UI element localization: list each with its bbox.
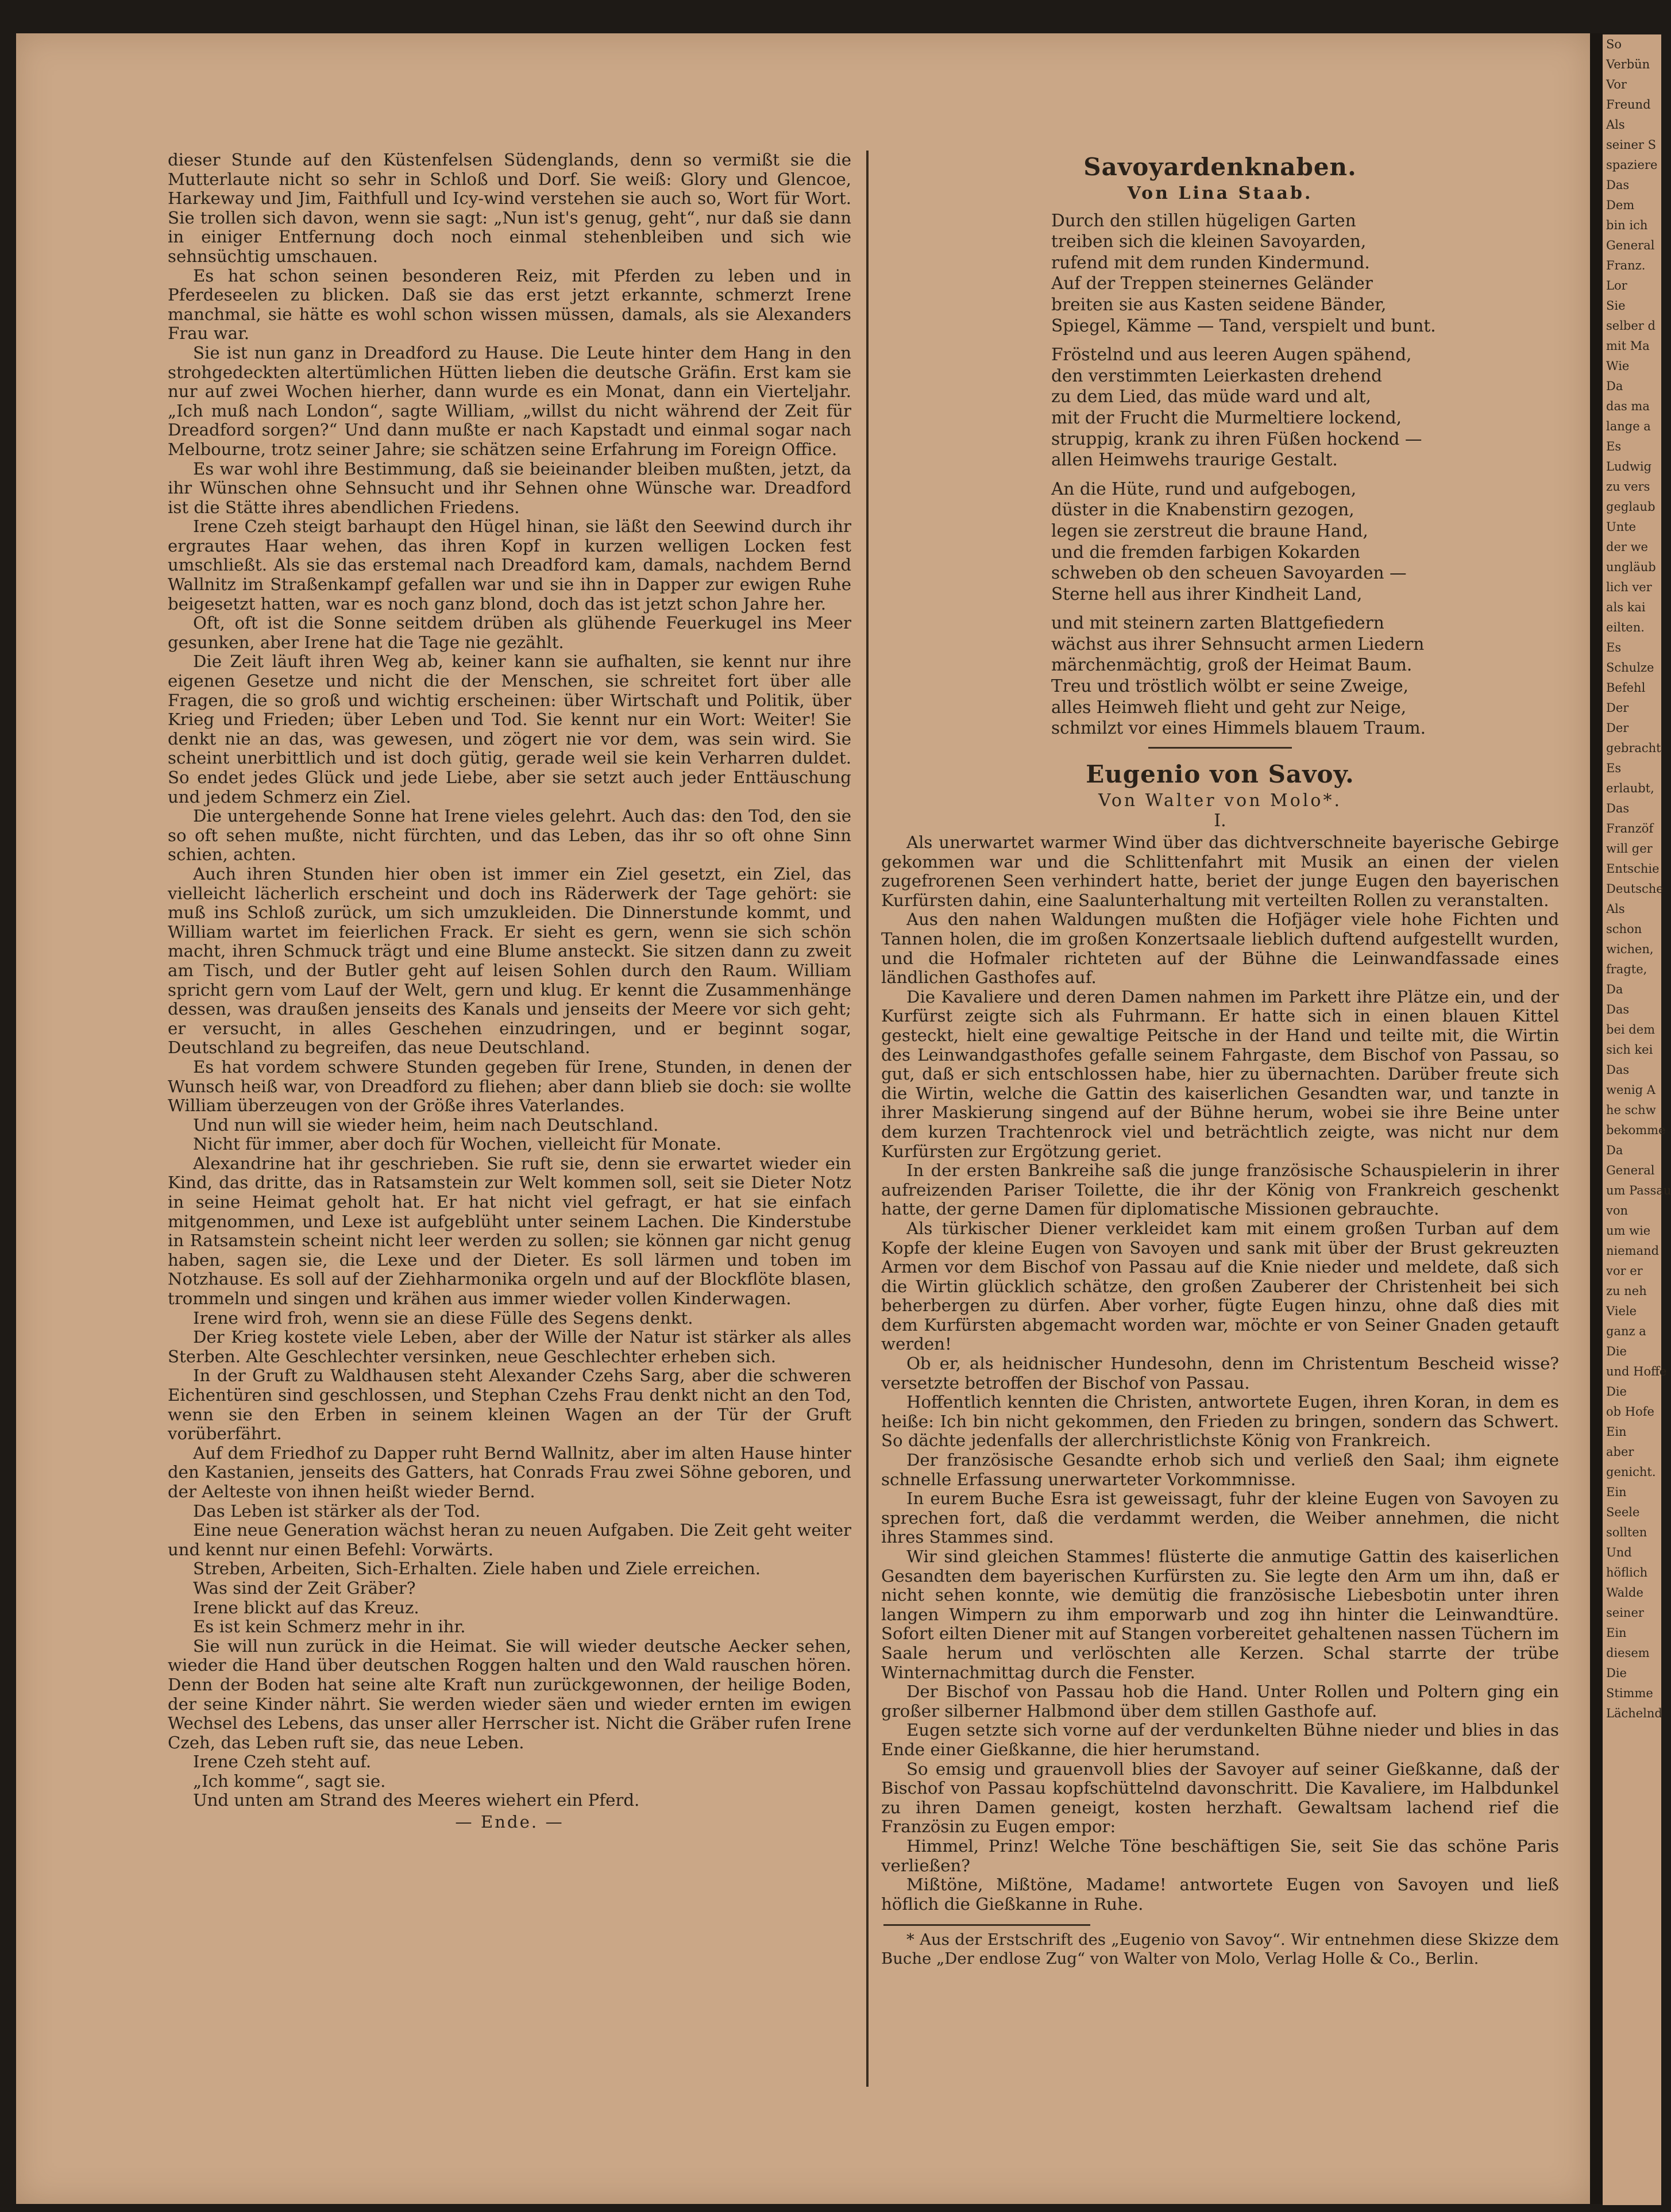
next-page-fragment: Die [1606, 1344, 1627, 1358]
next-page-fragment: zu neh [1606, 1284, 1647, 1298]
paragraph: Sie will nun zurück in die Heimat. Sie will wieder deutsche Aecker sehen, wieder die Hand über deutschen Roggen halten und den Wald rauschen hören. Denn der Boden hat seine alte Kraft nun zurückgewonnen, der heilige Boden, der seine Kinder nährt. Sie werden wieder säen und wieder ernten im ewigen Wechsel des Lebens, das unser aller Herrscher ist. Nicht die Gräber rufen Irene Czeh, das Leben ruft sie, das neue Leben. [168, 1636, 851, 1752]
paragraph: Es hat vordem schwere Stunden gegeben für Irene, Stunden, in denen der Wunsch heiß war, von Dreadford zu fliehen; aber dann blieb sie doch: sie wollte William überzeugen von der Größe ihres Vaterlandes. [168, 1057, 851, 1116]
next-page-fragment: genicht. [1606, 1465, 1656, 1479]
paragraph: Nicht für immer, aber doch für Wochen, vielleicht für Monate. [193, 1134, 721, 1154]
poem-line: Treu und tröstlich wölbt er seine Zweige, [1051, 676, 1409, 696]
next-page-fragment: So [1606, 37, 1622, 51]
poem-line: rufend mit dem runden Kindermund. [1051, 252, 1370, 272]
next-page-fragment: Das [1606, 801, 1630, 815]
next-page-fragment: General [1606, 1163, 1655, 1177]
section-separator [1148, 747, 1292, 749]
poem-line: und die fremden farbigen Kokarden [1051, 542, 1360, 562]
paragraph: Auch ihren Stunden hier oben ist immer ein Ziel gesetzt, ein Ziel, das vielleicht lächerlich erscheint und doch ins Räderwerk der Tage gehört: sie muß ins Schloß zurück, um sich umzukleiden. Die Dinnerstunde kommt, und William wartet im feierlichen Frack. Er sieht es gern, wenn sie sich schön macht, ihren Schmuck trägt und eine Blume ansteckt. Sie sitzen dann zu zweit am Tisch, und der Butler geht auf leisen Sohlen durch den Raum. William spricht gern vom Lauf der Welt, gern und klug. Er kennt die Zusammenhänge dessen, was draußen jenseits des Kanals und jenseits der Meere vor sich geht; er versucht, in alles Geschehen einzudringen, und er beginnt sogar, Deutschland zu begreifen, das neue Deutschland. [168, 864, 851, 1058]
paragraph: Eine neue Generation wächst heran zu neuen Aufgaben. Die Zeit geht weiter und kennt nur einen Befehl: Vorwärts. [168, 1520, 851, 1559]
poem-line: mit der Frucht die Murmeltiere lockend, [1051, 407, 1402, 427]
poem-line: Sterne hell aus ihrer Kindheit Land, [1051, 584, 1363, 604]
next-page-fragment: lich ver [1606, 580, 1652, 594]
next-page-fragment: der we [1606, 540, 1648, 554]
paragraph: Oft, oft ist die Sonne seitdem drüben als glühende Feuerkugel ins Meer gesunken, aber Irene hat die Tage nie gezählt. [168, 613, 851, 652]
next-page-fragment: niemand [1606, 1244, 1660, 1258]
next-page-fragment: das ma [1606, 399, 1650, 413]
next-page-fragment: Lächelnd [1606, 1706, 1662, 1720]
paragraph: Es war wohl ihre Bestimmung, daß sie beieinander bleiben mußten, jetzt, da ihr Wünschen ohne Sehnsucht und ihr Sehnen ohne Wünsche war. Dreadford ist die Stätte ihres abendlichen Friedens. [168, 458, 851, 517]
next-page-fragment: Das [1606, 1003, 1630, 1016]
next-page-fragment: bei dem [1606, 1023, 1655, 1036]
next-page-fragment: Da [1606, 1143, 1623, 1157]
next-page-fragment: Es [1606, 761, 1622, 775]
poem-line: schmilzt vor eines Himmels blauem Traum. [1051, 718, 1426, 738]
next-page-fragment: wenig A [1606, 1083, 1655, 1097]
paragraph: Und nun will sie wieder heim, heim nach Deutschland. [193, 1115, 659, 1135]
paragraph: In der ersten Bankreihe saß die junge französische Schauspielerin in ihrer aufreizenden Pariser Toilette, die ihr der König von Frankreich geschenkt hatte, der gerne Damen für diplomatische Missionen gebrauchte. [881, 1161, 1559, 1219]
next-page-fragment: Das [1606, 178, 1630, 192]
next-page-fragment: Und [1606, 1546, 1632, 1559]
paragraph: Der Krieg kostete viele Leben, aber der Wille der Natur ist stärker als alles Sterben. Alte Geschlechter versinken, neue Geschlechter erheben sich. [168, 1327, 851, 1366]
next-page-fragment: Die [1606, 1385, 1627, 1398]
paragraph: Es ist kein Schmerz mehr in ihr. [193, 1617, 466, 1637]
next-page-fragment: Viele [1606, 1304, 1637, 1318]
next-page-fragment: Befehl [1606, 681, 1646, 695]
paragraph: Mißtöne, Mißtöne, Madame! antwortete Eugen von Savoyen und ließ höflich die Gießkanne in Ruhe. [881, 1875, 1559, 1914]
next-page-fragment: spaziere [1606, 158, 1658, 172]
next-page-fragment: Es [1606, 641, 1622, 654]
paragraph: Hoffentlich kennten die Christen, antwortete Eugen, ihren Koran, in dem es heiße: Ich bin nicht gekommen, den Frieden zu bringen, sondern das Schwert. So dächte jedenfalls der allerchristlichste König von Frankreich. [881, 1392, 1559, 1451]
paragraph: In der Gruft zu Waldhausen steht Alexander Czehs Sarg, aber die schweren Eichentüren sind geschlossen, und Stephan Czehs Frau denkt nicht an den Tod, wenn sie den Erben in seinem kleinen Wagen an der Tür der Gruft vorüberfährt. [168, 1366, 851, 1444]
poem-title: Savoyardenknaben. [1083, 153, 1357, 181]
poem-line: schweben ob den scheuen Savoyarden — [1051, 563, 1407, 583]
next-page-fragment: bekomme [1606, 1123, 1666, 1137]
footnote-rule [883, 1924, 1090, 1926]
next-page-fragment: Seele [1606, 1505, 1640, 1519]
paragraph: Und unten am Strand des Meeres wiehert ein Pferd. [193, 1790, 640, 1810]
poem-line: allen Heimwehs traurige Gestalt. [1051, 450, 1338, 470]
next-page-fragment: Unte [1606, 520, 1637, 534]
poem-line: den verstimmten Leierkasten drehend [1051, 365, 1382, 386]
next-page-fragment: Als [1606, 118, 1625, 132]
next-page-fragment: Der [1606, 721, 1629, 735]
poem-line: alles Heimweh flieht und geht zur Neige, [1051, 697, 1407, 717]
paragraph: Aus den nahen Waldungen mußten die Hofjäger viele hohe Fichten und Tannen holen, die im großen Konzertsaale lieblich duftend aufgestellt wurden, und die Hofmaler richteten auf der Bühne die Leinwandfassade eines ländlichen Gasthofes auf. [881, 910, 1559, 988]
next-page-fragment: Die [1606, 1666, 1627, 1680]
next-page-fragment: als kai [1606, 600, 1646, 614]
story-conclusion-column [168, 151, 851, 1832]
next-page-fragment: und Hoffe [1606, 1365, 1667, 1378]
next-page-fragment: Ein [1606, 1425, 1627, 1439]
next-page-fragment: um Passau [1606, 1184, 1671, 1197]
next-page-fragment: Franzöf [1606, 822, 1654, 835]
next-page-fragment: Da [1606, 379, 1623, 393]
paragraph: Irene blickt auf das Kreuz. [193, 1597, 419, 1617]
next-page-fragment: Lor [1606, 279, 1627, 292]
next-page-fragment: ob Hofe [1606, 1405, 1654, 1419]
story-end-marker: — Ende. — [455, 1812, 564, 1832]
poem-line: zu dem Lied, das müde ward und alt, [1051, 387, 1371, 407]
poem-byline: Von Lina Staab. [1127, 183, 1313, 203]
next-page-fragment: Deutsche [1606, 882, 1664, 896]
paragraph: Streben, Arbeiten, Sich-Erhalten. Ziele haben und Ziele erreichen. [193, 1559, 761, 1579]
story-byline: Von Walter von Molo*. [1098, 790, 1342, 811]
footnote: * Aus der Erstschrift des „Eugenio von Savoy“. Wir entnehmen diese Skizze dem Buche „Der endlose Zug“ von Walter von Molo, Verlag Holle & Co., Berlin. [881, 1930, 1559, 1968]
paragraph: Eugen setzte sich vorne auf der verdunkelten Bühne nieder und blies in das Ende einer Gießkanne, die hier herumstand. [881, 1720, 1559, 1759]
next-page-fragment: mit Ma [1606, 339, 1650, 353]
next-page-fragment: lange a [1606, 419, 1651, 433]
next-page-fragment: Ein [1606, 1626, 1627, 1640]
next-page-fragment: diesem [1606, 1646, 1650, 1660]
next-page-fragment: fragte, [1606, 962, 1647, 976]
next-page-fragment: schon [1606, 922, 1642, 936]
poem-line: legen sie zerstreut die braune Hand, [1051, 521, 1368, 541]
next-page-fragment: Ein [1606, 1485, 1627, 1499]
next-page-fragment: Da [1606, 982, 1623, 996]
next-page-fragment: will ger [1606, 842, 1653, 855]
poem-line: Spiegel, Kämme — Tand, verspielt und bunt. [1051, 315, 1436, 336]
next-page-fragment: Dem [1606, 198, 1635, 212]
poem-line: märchenmächtig, groß der Heimat Baum. [1051, 655, 1413, 675]
next-page-fragment: Walde [1606, 1586, 1643, 1600]
paragraph: Das Leben ist stärker als der Tod. [193, 1501, 481, 1521]
poem-stanza [1051, 479, 1559, 605]
paragraph: In eurem Buche Esra ist geweissagt, fuhr der kleine Eugen von Savoyen zu sprechen fort, daß die verdammt werden, die Weiber annehmen, die nicht ihres Stammes sind. [881, 1489, 1559, 1547]
story-title: Eugenio von Savoy. [1086, 760, 1354, 788]
paragraph: Die Kavaliere und deren Damen nahmen im Parkett ihre Plätze ein, und der Kurfürst zeigte sich als Fuhrmann. Er hatte sich in einen blauen Kittel gesteckt, hielt eine gewaltige Peitsche in der Hand und teilte mit, die Wirtin des Leinwandgasthofes gefalle seinem Fahrgaste, dem Bischof von Passau, so gut, daß er sich entschlossen habe, hier zu übernachten. Darüber freute sich die Wirtin, welche die Gattin des kaiserlichen Gesandten war, und tanzte in ihrer Maskierung singend auf der Bühne herum, wobei sie ihre Beine unter dem kurzen Trachtenrock viel und beträchtlich zeigte, was nicht nur dem Kurfürsten zur Ergötzung geriet. [881, 986, 1559, 1161]
next-page-fragment: Entschie [1606, 862, 1660, 876]
next-page-fragment: Schulze [1606, 661, 1654, 675]
next-page-fragment: aber [1606, 1445, 1634, 1459]
paragraph: dieser Stunde auf den Küstenfelsen Südenglands, denn so vermißt sie die Mutterlaute nicht so sehr in Schloß und Dorf. Sie weiß: Glory und Glencoe, Harkeway und Jim, Faithfull und Icy-wind verstehen sie auch so, Wort für Wort. Sie trollen sich davon, wenn sie sagt: „Nun ist's genug, geht“, nur daß sie dann in einiger Entfernung doch noch einmal stehenbleiben und sich wie sehnsüchtig umschauen. [168, 150, 851, 266]
next-page-fragment: Verbün [1606, 57, 1650, 71]
poem-line: Fröstelnd und aus leeren Augen spähend, [1051, 345, 1412, 365]
paragraph: Was sind der Zeit Gräber? [193, 1578, 416, 1598]
next-page-fragment: Als [1606, 902, 1625, 916]
next-page-fragment: sich kei [1606, 1043, 1653, 1057]
next-page-fragment: Stimme [1606, 1686, 1653, 1700]
next-page-fragment: General [1606, 238, 1655, 252]
paragraph: Als unerwartet warmer Wind über das dichtverschneite bayerische Gebirge gekommen war und die Schlittenfahrt mit Musik an einen der vielen zugefrorenen Seen verhindert hatte, beriet der junge Eugen den bayerischen Kurfürsten dahin, eine Saalunterhaltung mit verteilten Rollen zu veranstalten. [881, 833, 1559, 910]
next-page-fragment: höflich [1606, 1566, 1648, 1579]
next-page-fragment: ungläub [1606, 560, 1656, 574]
poem-line: Auf der Treppen steinernes Geländer [1051, 273, 1373, 294]
next-page-fragment: Vor [1606, 78, 1627, 91]
paragraph: Auf dem Friedhof zu Dapper ruht Bernd Wallnitz, aber im alten Hause hinter den Kastanien, jenseits des Gatters, hat Conrads Frau zwei Söhne geboren, und der Aelteste von ihnen heißt wieder Bernd. [168, 1443, 851, 1501]
next-page-fragment: vor er [1606, 1264, 1643, 1278]
next-page-fragment: geglaub [1606, 500, 1655, 514]
paragraph: Irene Czeh steht auf. [193, 1752, 372, 1772]
next-page-fragment: Franz. [1606, 259, 1646, 272]
next-page-fragment: von [1606, 1204, 1628, 1217]
poem-line: Durch den stillen hügeligen Garten [1051, 210, 1356, 230]
paragraph: Himmel, Prinz! Welche Töne beschäftigen Sie, seit Sie das schöne Paris verließen? [881, 1836, 1559, 1875]
poem-line: und mit steinern zarten Blattgefiedern [1051, 613, 1384, 633]
paragraph: Ob er, als heidnischer Hundesohn, denn im Christentum Bescheid wisse? versetzte betroffen der Bischof von Passau. [881, 1354, 1559, 1393]
paragraph: Als türkischer Diener verkleidet kam mit einem großen Turban auf dem Kopfe der kleine Eugen von Savoyen und sank mit über der Brust gekreuzten Armen vor dem Bischof von Passau auf die Knie nieder und meldete, daß sich die Wirtin glücklich schätze, den großen Zauberer der Christenheit bei sich beherbergen zu dürfen. Aber vorher, fügte Eugen hinzu, ohne daß dies mit dem Kurfürsten abgemacht worden war, möchte er von Seiner Gnaden getauft werden! [881, 1218, 1559, 1354]
next-page-fragment: eilten. [1606, 621, 1645, 634]
poem-line: treiben sich die kleinen Savoyarden, [1051, 232, 1367, 252]
next-page-fragment: zu vers [1606, 480, 1650, 494]
poem-stanza [1051, 612, 1559, 739]
next-page-fragment: Der [1606, 701, 1629, 715]
next-page-fragment: sollten [1606, 1525, 1647, 1539]
paragraph: Die Zeit läuft ihren Weg ab, keiner kann sie aufhalten, sie kennt nur ihre eigenen Gesetze und nicht die der Menschen, sie schreitet fort über alle Fragen, die so groß und wichtig erscheinen: über Wirtschaft und Politik, über Krieg und Frieden; über Leben und Tod. Sie kennt nur ein Wort: Weiter! Sie denkt nie an das, was gewesen, und zögert nie vor dem, was sein wird. Sie scheint unerbittlich und ist doch gütig, gerade weil sie kein Verharren duldet. So endet jedes Glück und jede Liebe, aber sie setzt auch jeder Enttäuschung und jedem Schmerz ein Ziel. [168, 652, 851, 807]
poem-stanza [1051, 210, 1559, 337]
next-page-fragment: Wie [1606, 359, 1630, 373]
poem-line: breiten sie aus Kasten seidene Bänder, [1051, 294, 1387, 314]
poem-stanza [1051, 344, 1559, 471]
paragraph: Irene wird froh, wenn sie an diese Fülle des Segens denkt. [193, 1308, 693, 1328]
paragraph: „Ich komme“, sagt sie. [193, 1771, 386, 1791]
next-page-fragment: gebracht [1606, 741, 1661, 755]
paragraph: Die untergehende Sonne hat Irene vieles gelehrt. Auch das: den Tod, den sie so oft sehen mußte, nicht fürchten, und das Leben, das ihr so oft ohne Sinn schien, achten. [168, 806, 851, 865]
poem-body [1051, 210, 1559, 739]
next-page-fragment: bin ich [1606, 218, 1648, 232]
chapter-number: I. [1214, 811, 1226, 831]
right-column [881, 151, 1559, 1968]
paragraph: Irene Czeh steigt barhaupt den Hügel hinan, sie läßt den Seewind durch ihr ergrautes Haar wehen, das ihren Kopf in kurzen welligen Locken fest umschließt. Als sie das erstemal nach Dreadford kam, damals, nachdem Bernd Wallnitz im Straßenkampf gefallen war und sie ihn in Dapper zur ewigen Ruhe beigesetzt hatten, war es noch ganz blond, doch das ist jetzt schon Jahre her. [168, 517, 851, 614]
next-page-fragment: Sie [1606, 299, 1626, 313]
page-gutter [1590, 33, 1603, 2204]
paragraph: Wir sind gleichen Stammes! flüsterte die anmutige Gattin des kaiserlichen Gesandten dem bayerischen Kurfürsten zu. Sie legte den Arm um ihn, daß er nicht sehen konnte, wie demütig die französische Liebesbotin unter ihren langen Wimpern zu ihm emporwarb und zog ihn hinter die Leinwandtüre. Sofort eilten Diener mit auf Stangen vorbereitet gehaltenen nassen Tüchern im Saale herum und verlöschten alle Kerzen. Schal starrte der trübe Winternachmittag durch die Fenster. [881, 1547, 1559, 1682]
next-page-fragment: wichen, [1606, 942, 1654, 956]
paragraph: Es hat schon seinen besonderen Reiz, mit Pferden zu leben und in Pferdeseelen zu blicken. Daß sie das erst jetzt erkannte, schmerzt Irene manchmal, sie hätte es wohl schon wissen müssen, damals, als sie Alexanders Frau war. [168, 265, 851, 344]
next-page-fragment: Das [1606, 1063, 1630, 1077]
next-page-fragment: Freund [1606, 98, 1651, 111]
adjacent-page-edge [1603, 34, 1671, 2205]
poem-line: struppig, krank zu ihren Füßen hockend — [1051, 429, 1422, 449]
poem-line: An die Hüte, rund und aufgebogen, [1051, 479, 1357, 499]
next-page-fragment: seiner S [1606, 138, 1656, 152]
paragraph: Alexandrine hat ihr geschrieben. Sie ruft sie, denn sie erwartet wieder ein Kind, das dritte, das in Ratsamstein zur Welt kommen soll, seit sie Dieter Notz in seine Heimat geholt hat. Er hat nicht viel gefragt, er hat sie einfach mitgenommen, und Lexe ist aufgeblüht unter seinem Lachen. Die Kinderstube in Ratsamstein scheint nicht leer werden zu sollen; sie können gar nicht genug haben, sagen sie, die Lexe und der Dieter. Es soll lärmen und toben im Notzhause. Es soll auf der Ziehharmonika orgeln und auf der Blockflöte blasen, trommeln und singen und krähen aus immer wieder vollen Kinderwagen. [168, 1153, 851, 1309]
next-page-fragment: Es [1606, 440, 1622, 453]
poem-line: wächst aus ihrer Sehnsucht armen Liedern [1051, 634, 1425, 654]
paragraph: Sie ist nun ganz in Dreadford zu Hause. Die Leute hinter dem Hang in den strohgedeckten altertümlichen Hütten lieben die deutsche Gräfin. Erst kam sie nur auf zwei Wochen hierher, dann wurde es ein Monat, dann ein Vierteljahr. „Ich muß nach London“, sagte William, „willst du nicht während der Zeit für Dreadford sorgen?“ Und dann mußte er nach Kapstadt und einmal sogar nach Melbourne, trotz seiner Jahre; sie schätzen seine Erfahrung im Foreign Office. [168, 342, 851, 459]
poem-line: düster in die Knabenstirn gezogen, [1051, 500, 1354, 520]
next-page-fragment: um wie [1606, 1224, 1651, 1238]
next-page-fragment: selber d [1606, 319, 1655, 333]
next-page-fragment: Ludwig [1606, 460, 1652, 473]
paragraph: So emsig und grauenvoll blies der Savoyer auf seiner Gießkanne, daß der Bischof von Passau kopfschüttelnd davonschritt. Die Kavaliere, im Halbdunkel zu ihren Damen geneigt, kosten herzhaft. Gewaltsam lachend rief die Französin zu Eugen empor: [881, 1759, 1559, 1837]
paragraph: Der Bischof von Passau hob die Hand. Unter Rollen und Poltern ging ein großer silberner Halbmond über dem stillen Gasthofe auf. [881, 1682, 1559, 1721]
story-body [881, 833, 1559, 1914]
next-page-fragment: he schw [1606, 1103, 1656, 1117]
next-page-fragment: seiner [1606, 1606, 1644, 1620]
next-page-fragment: ganz a [1606, 1324, 1646, 1338]
paragraph: Der französische Gesandte erhob sich und verließ den Saal; ihm eignete schnelle Erfassung unerwarteter Vorkommnisse. [881, 1450, 1559, 1489]
next-page-fragment: erlaubt, [1606, 781, 1654, 795]
column-divider [866, 151, 869, 2087]
